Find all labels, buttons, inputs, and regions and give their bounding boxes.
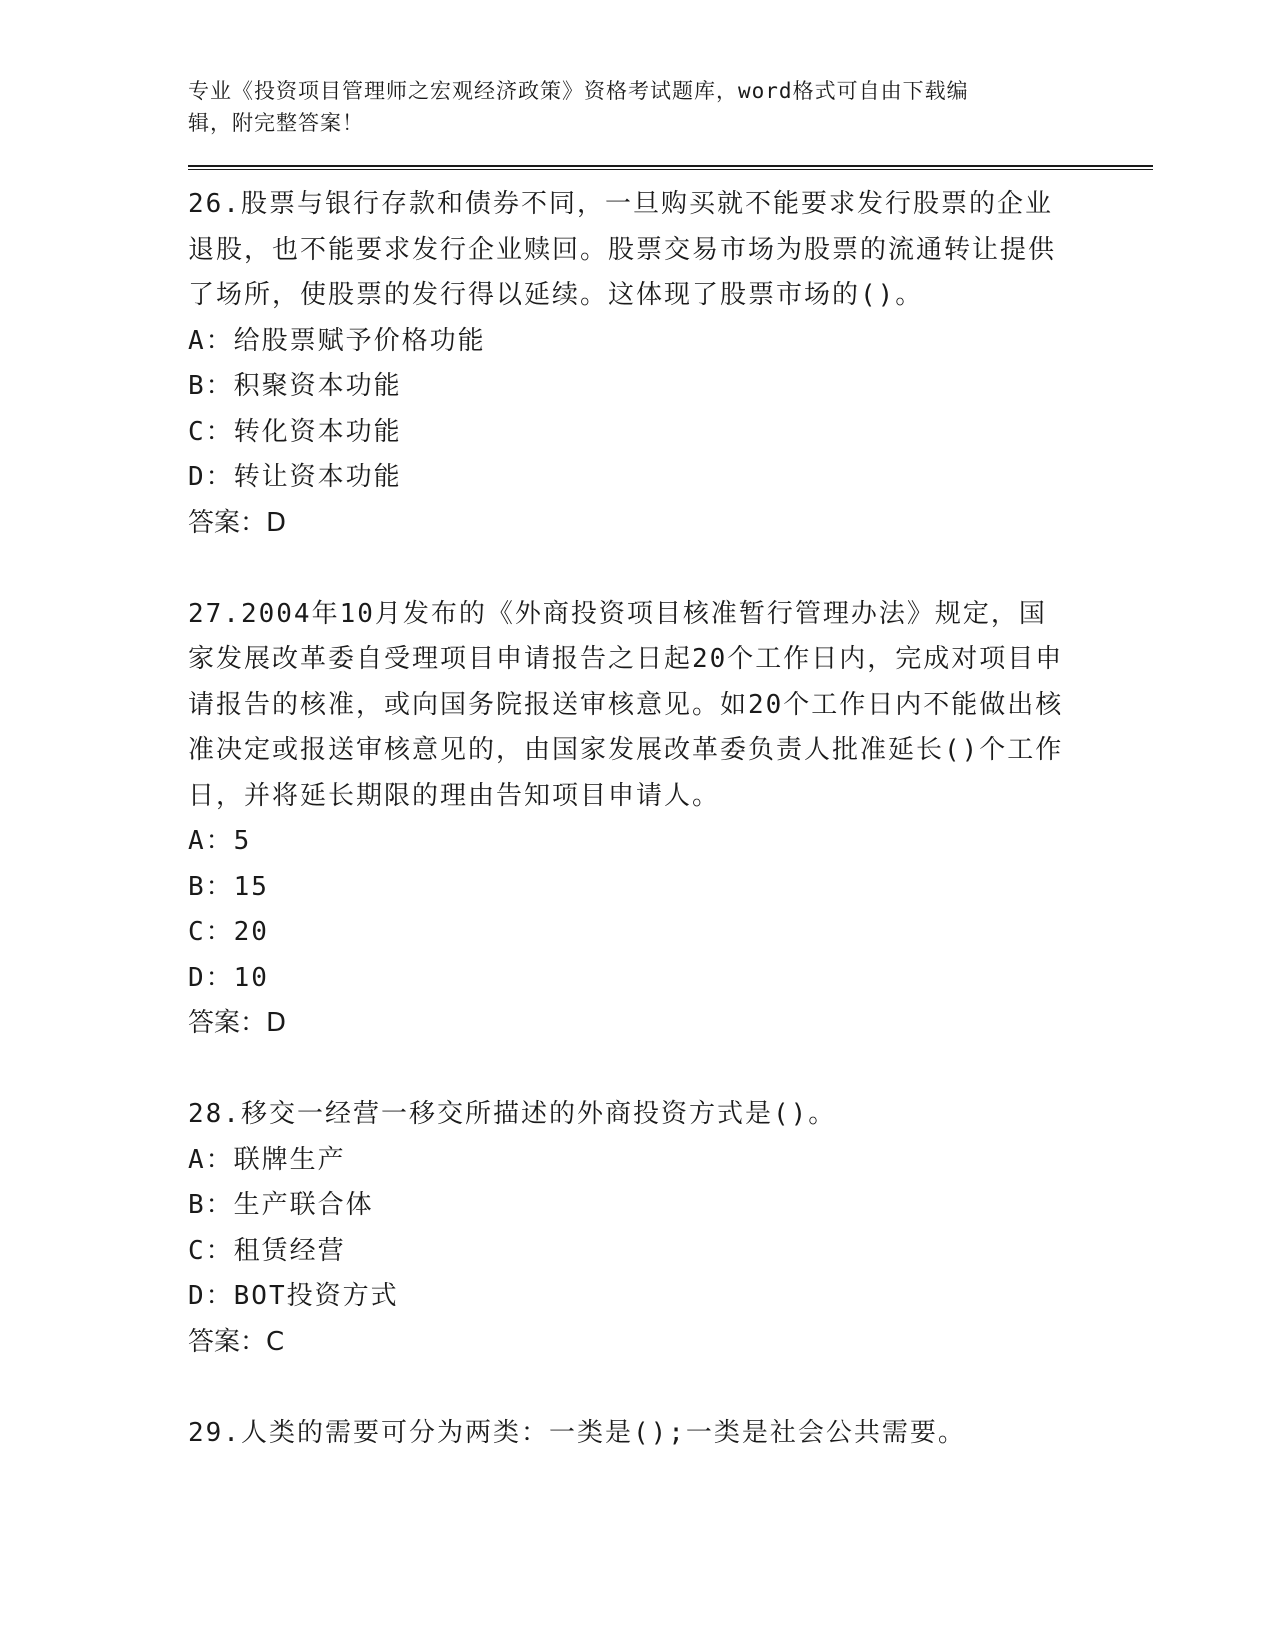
document-page — [188, 0, 1148, 1456]
header-line-2: 辑，附完整答案！ — [188, 111, 364, 135]
option-d: D：10 — [188, 962, 269, 993]
option-c: C：20 — [188, 917, 269, 947]
question-text: 29.人类的需要可分为两类：一类是();一类是社会公共需要。 — [188, 1417, 966, 1448]
option-b: B：生产联合体 — [188, 1190, 374, 1220]
question-29 — [188, 1411, 1068, 1457]
answer: 答案：D — [188, 1008, 287, 1038]
option-a: A：给股票赋予价格功能 — [188, 325, 486, 356]
question-text: 28.移交一经营一移交所描述的外商投资方式是()。 — [188, 1099, 837, 1129]
question-text: 27.2004年10月发布的《外商投资项目核准暂行管理办法》规定，国家发展改革委自受理项目申请报告之日起20个工作日内，完成对项目申请报告的核准，或向国务院报送审核意见。如20个工作日内不能做出核准决定或报送审核意见的，由国家发展改革委负责人批准延长()个工作日，并将延长期限的理由告知项目申请人。 — [188, 598, 1064, 811]
option-d: D：转让资本功能 — [188, 462, 402, 492]
option-c: C：转化资本功能 — [188, 416, 402, 447]
answer: 答案：C — [188, 1326, 285, 1357]
option-b: B：积聚资本功能 — [188, 371, 402, 401]
option-c: C：租赁经营 — [188, 1235, 346, 1266]
option-a: A：5 — [188, 826, 252, 856]
header-divider — [188, 165, 1153, 170]
option-d: D：BOT投资方式 — [188, 1281, 399, 1311]
question-text: 26.股票与银行存款和债券不同，一旦购买就不能要求发行股票的企业退股，也不能要求发行企业赎回。股票交易市场为股票的流通转让提供了场所，使股票的发行得以延续。这体现了股票市场的()。 — [188, 189, 1057, 310]
option-b: B：15 — [188, 871, 269, 902]
question-27 — [188, 592, 1068, 1047]
header-line-1: 专业《投资项目管理师之宏观经济政策》资格考试题库，word格式可自由下载编 — [188, 79, 969, 103]
question-28 — [188, 1092, 1068, 1365]
option-a: A：联牌生产 — [188, 1144, 346, 1175]
document-header — [188, 75, 1068, 139]
question-26 — [188, 182, 1068, 546]
answer: 答案：D — [188, 507, 287, 538]
